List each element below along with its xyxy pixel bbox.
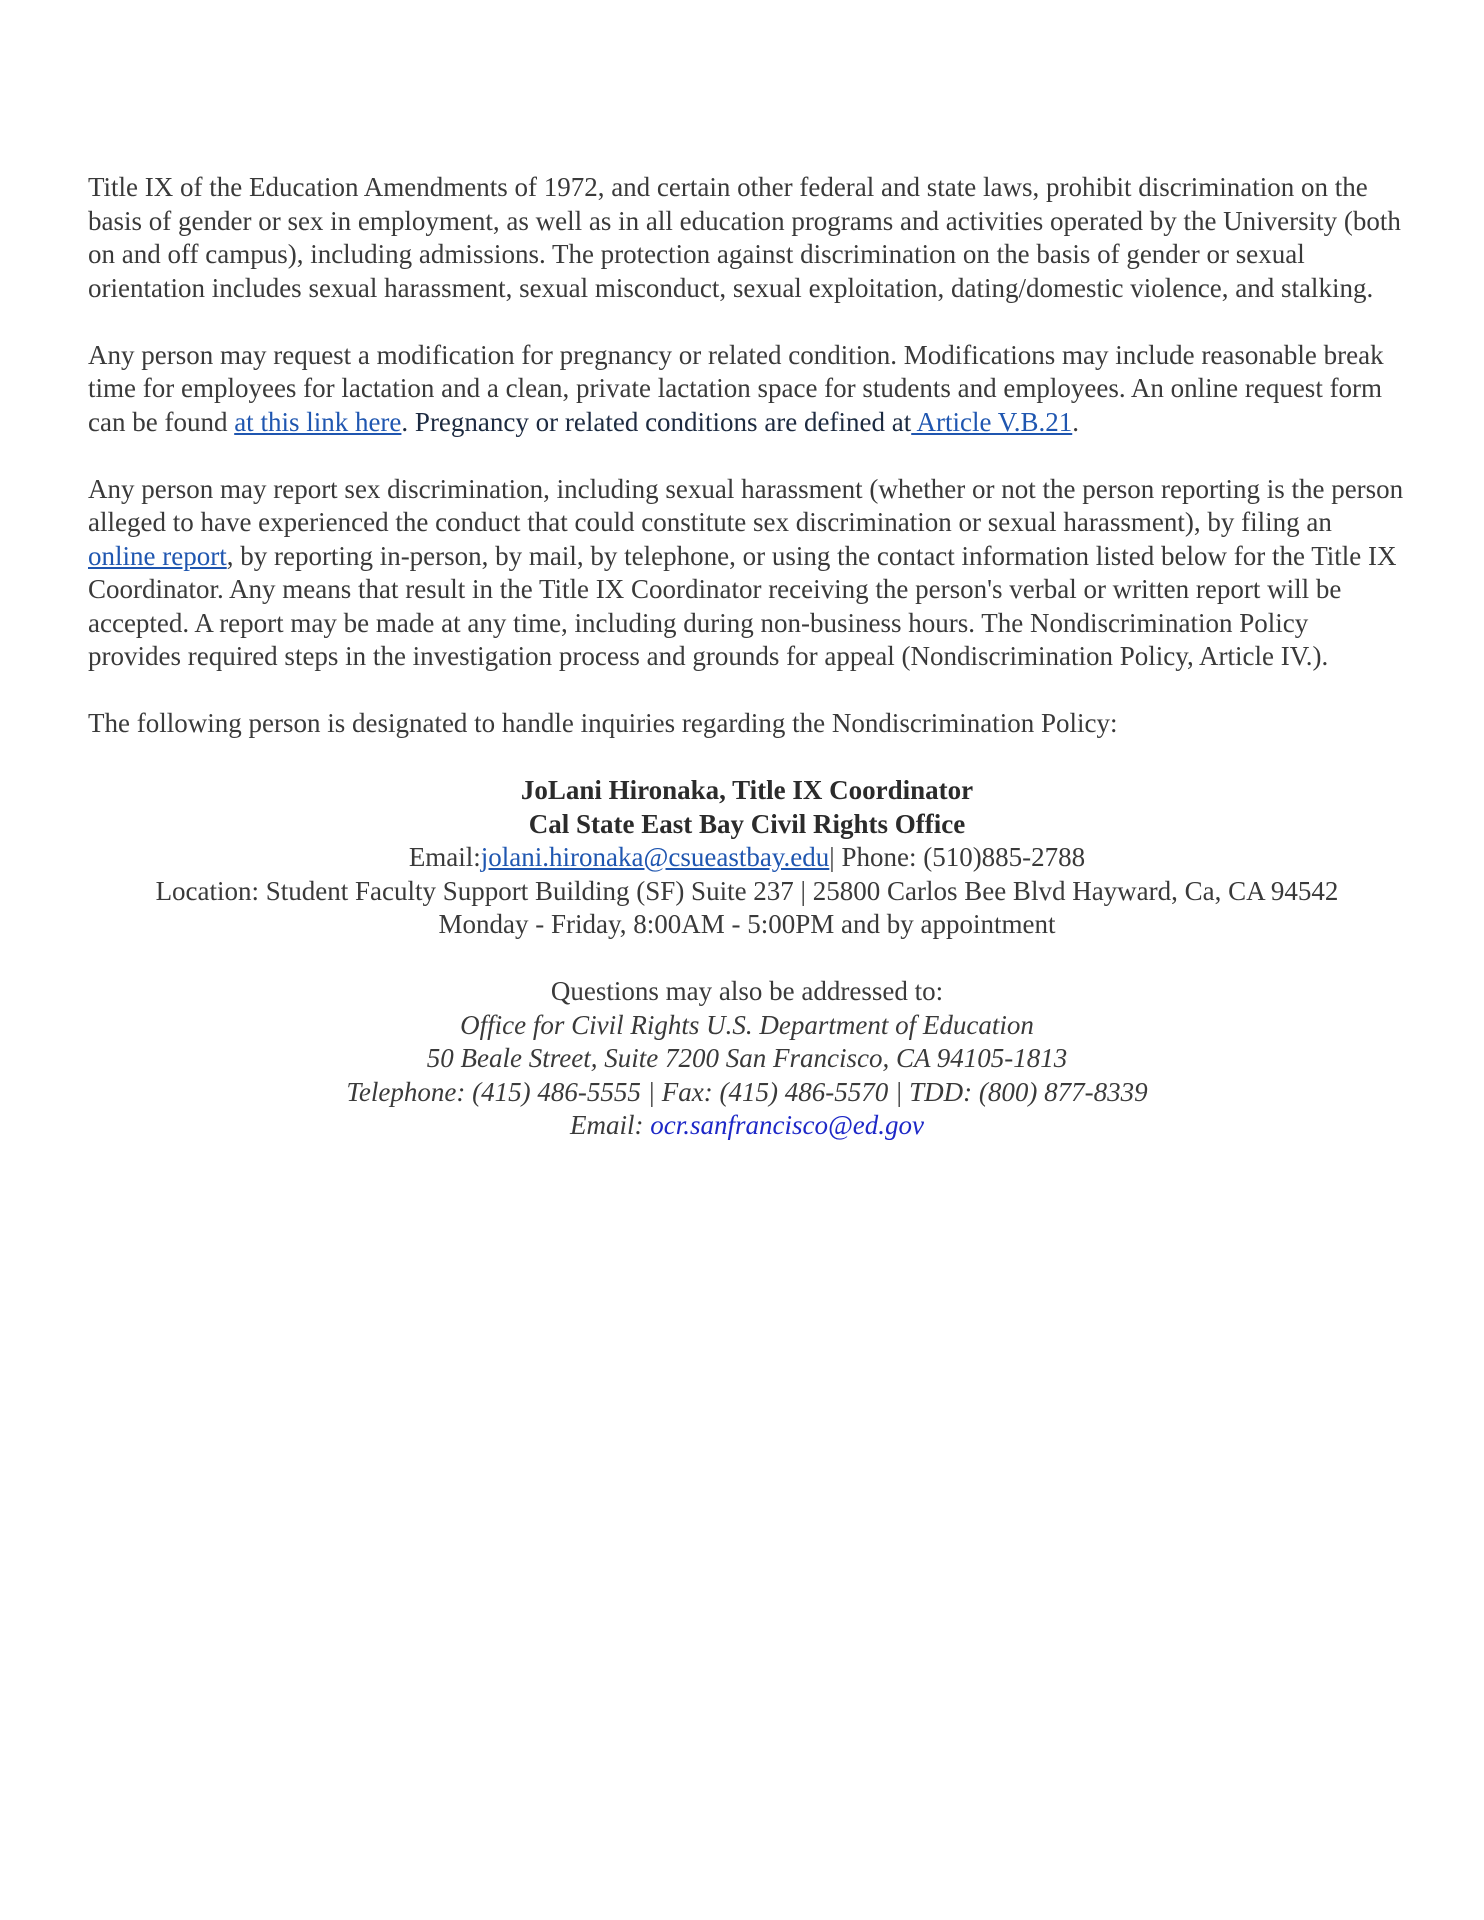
paragraph-pregnancy-modification (88, 339, 1406, 440)
ocr-office: Office for Civil Rights U.S. Department of Education (460, 1009, 1034, 1040)
coordinator-email-phone-line (88, 841, 1406, 875)
ocr-phones: Telephone: (415) 486-5555 | Fax: (415) 486-5570 | TDD: (800) 877-8339 (346, 1076, 1148, 1107)
paragraph-text: Any person may request a modification for pregnancy or related condition. Modifications may include reasonable break time for employees for lactation and a clean, private lactation space for students and employees. An online request form can be found (88, 339, 1384, 437)
paragraph-report-discrimination (88, 473, 1406, 674)
coordinator-location: Location: Student Faculty Support Building (SF) Suite 237 | 25800 Carlos Bee Blvd Hayward, Ca, CA 94542 (155, 875, 1339, 906)
ocr-email-line (88, 1109, 1406, 1143)
ocr-address: 50 Beale Street, Suite 7200 San Francisco, CA 94105-1813 (426, 1043, 1068, 1073)
online-report-link[interactable]: online report (88, 540, 227, 571)
paragraph-designated-person: The following person is designated to handle inquiries regarding the Nondiscrimination Policy: (88, 708, 1118, 738)
email-label: Email: (408, 842, 481, 872)
ocr-email-label: Email: (569, 1110, 651, 1140)
coordinator-contact-block (88, 774, 1406, 942)
ocr-email-link[interactable]: ocr.sanfrancisco@ed.gov (650, 1110, 925, 1140)
coordinator-phone: | Phone: (510)885-2788 (829, 842, 1086, 872)
coordinator-name: JoLani Hironaka, Title IX Coordinator (520, 775, 974, 805)
paragraph-text: . Pregnancy or related conditions are defined at (401, 406, 912, 437)
document-page (88, 171, 1406, 1176)
coordinator-email-link[interactable]: jolani.hironaka@csueastbay.edu (480, 842, 830, 872)
request-form-link[interactable]: at this link here (234, 406, 402, 437)
article-v-b-21-link[interactable]: Article V.B.21 (911, 406, 1073, 437)
paragraph-text: . (1072, 406, 1079, 437)
ocr-intro: Questions may also be addressed to: (550, 976, 944, 1006)
paragraph-title-ix: Title IX of the Education Amendments of 1972, and certain other federal and state laws, prohibit discrimination on the basis of gender or sex in employment, as well as in all education programs and activities operated by the University (both on and off campus), including admissions. The protection against discrimination on the basis of gender or sexual orientation includes sexual harassment, sexual misconduct, sexual exploitation, dating/domestic violence, and stalking. (88, 172, 1401, 303)
coordinator-office: Cal State East Bay Civil Rights Office (528, 808, 966, 839)
ocr-contact-block (88, 975, 1406, 1143)
paragraph-text: , by reporting in-person, by mail, by telephone, or using the contact information listed below for the Title IX Coordinator. Any means that result in the Title IX Coordinator receiving the person's verbal or written report will be accepted. A report may be made at any time, including during non-business hours. The Nondiscrimination Policy provides required steps in the investigation process and grounds for appeal (Nondiscrimination Policy, Article IV.). (88, 540, 1397, 671)
coordinator-hours: Monday - Friday, 8:00AM - 5:00PM and by appointment (438, 909, 1056, 939)
paragraph-text: Any person may report sex discrimination, including sexual harassment (whether or not the person reporting is the person alleged to have experienced the conduct that could constitute sex discrimination or sexual harassment), by filing an (88, 473, 1404, 537)
